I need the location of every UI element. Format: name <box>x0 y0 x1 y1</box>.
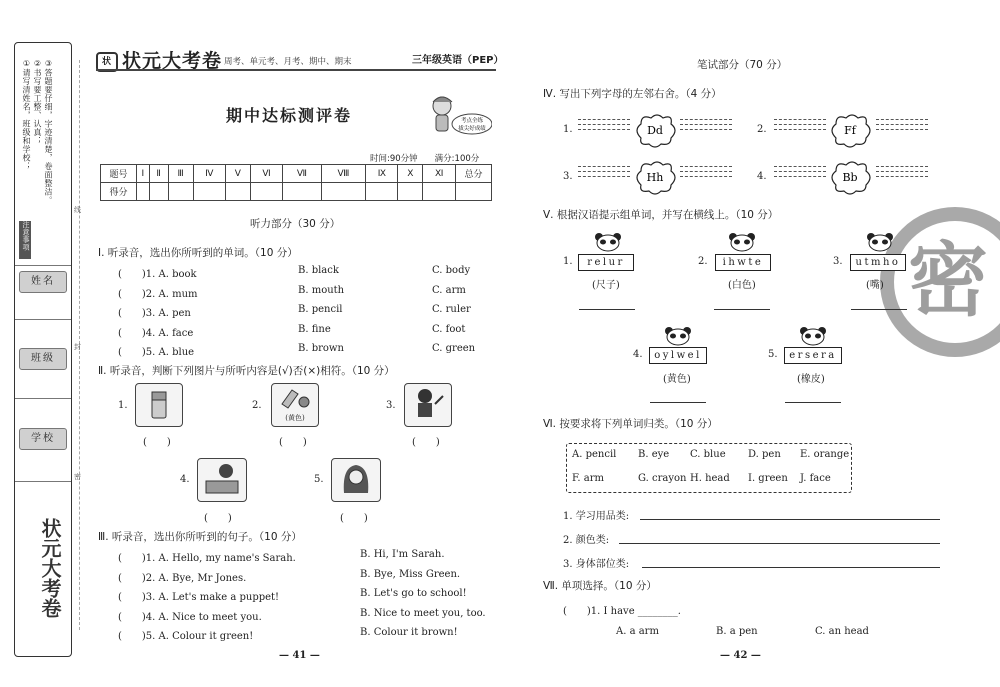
answer-lines <box>774 166 826 181</box>
scrambled-word: oylwel <box>649 347 707 364</box>
s1-q2-c: C. arm <box>432 285 466 296</box>
s1-q4-c: C. foot <box>432 324 466 335</box>
panda-icon <box>664 326 692 346</box>
time-info: 时间:90分钟 满分:100分 <box>370 154 480 164</box>
header-rule <box>96 69 496 71</box>
s5-hint-2: (白色) <box>728 280 756 291</box>
answer-blank <box>579 309 635 310</box>
flower-icon <box>828 159 872 195</box>
answer-blank <box>650 402 706 403</box>
s4-num-4: 4. <box>757 171 767 182</box>
divider <box>15 398 71 399</box>
word-bank-item: C. blue <box>690 449 726 460</box>
cut-char: 封 <box>74 343 81 351</box>
category-2-label: 2. 颜色类: <box>563 535 610 546</box>
s5-hint-5: (橡皮) <box>797 374 825 385</box>
mascot-icon <box>428 94 492 138</box>
s5-num-5: 5. <box>768 349 778 360</box>
s4-num-2: 2. <box>757 124 767 135</box>
s1-q4-b: B. fine <box>298 324 331 335</box>
s3-q1-b: B. Hi, I'm Sarah. <box>360 549 445 560</box>
word-bank-item: B. eye <box>638 449 670 460</box>
student-picture-icon <box>197 458 247 502</box>
written-heading: 笔试部分（70 分） <box>697 59 788 71</box>
s2-answer-5: ( ) <box>340 513 368 524</box>
school-label: 学校 <box>19 428 67 450</box>
notes-tag: 注意事项 <box>19 221 31 259</box>
panda-icon <box>594 232 622 252</box>
s5-hint-4: (黄色) <box>663 374 691 385</box>
s3-q2: ( )2. A. Bye, Mr Jones. <box>118 573 247 584</box>
name-label: 姓名 <box>19 271 67 293</box>
word-bank-item: J. face <box>800 473 831 484</box>
s3-q4: ( )4. A. Nice to meet you. <box>118 612 262 623</box>
scrambled-word: ersera <box>784 347 842 364</box>
divider <box>15 481 71 482</box>
s4-num-1: 1. <box>563 124 573 135</box>
word-bank-item: A. pencil <box>572 449 617 460</box>
notes-item-1: ①请写清姓名，班级和学校； <box>22 59 31 171</box>
answer-blank <box>785 402 841 403</box>
scrambled-word: utmho <box>850 254 906 271</box>
cut-char: 线 <box>74 206 81 214</box>
s1-q1-c: C. body <box>432 265 471 276</box>
svg-text:考点全练: 考点全练 <box>460 118 484 124</box>
header-logo: 状 状元大考卷 <box>96 46 222 73</box>
s2-answer-3: ( ) <box>412 437 440 448</box>
word-bank-item: H. head <box>690 473 730 484</box>
word-bank-item: D. pen <box>748 449 781 460</box>
s7-q1-c: C. an head <box>815 626 869 637</box>
panda-icon <box>799 326 827 346</box>
section-3-title: Ⅲ. 听录音，选出你所听到的句子。（10 分） <box>98 531 302 543</box>
category-1-label: 1. 学习用品类: <box>563 511 630 522</box>
girl-picture-icon <box>331 458 381 502</box>
panda-icon <box>728 232 756 252</box>
binding-sidebar <box>14 42 72 657</box>
answer-lines <box>578 166 630 181</box>
s5-num-3: 3. <box>833 256 843 267</box>
category-3-line <box>642 567 940 568</box>
section-4-title: Ⅳ. 写出下列字母的左邻右舍。（4 分） <box>543 88 722 100</box>
s5-hint-3: (嘴) <box>866 280 884 291</box>
s5-num-1: 1. <box>563 256 573 267</box>
svg-text:Dd: Dd <box>647 124 663 137</box>
s2-num-1: 1. <box>118 400 128 411</box>
pic2-caption: (黄色) <box>285 414 305 422</box>
s4-num-3: 3. <box>563 171 573 182</box>
s2-num-4: 4. <box>180 474 190 485</box>
s3-q4-b: B. Nice to meet you, too. <box>360 608 486 619</box>
svg-text:Hh: Hh <box>646 171 664 184</box>
s7-q1-a: A. a arm <box>616 626 659 637</box>
s2-num-3: 3. <box>386 400 396 411</box>
s3-q3: ( )3. A. Let's make a puppet! <box>118 592 280 603</box>
s1-q3-c: C. ruler <box>432 304 471 315</box>
s3-q5-b: B. Colour it brown! <box>360 627 458 638</box>
s5-num-2: 2. <box>698 256 708 267</box>
answer-blank <box>714 309 770 310</box>
scrambled-word: ihwte <box>715 254 771 271</box>
score-row-headers: 题号 Ⅰ Ⅱ Ⅲ Ⅳ Ⅴ Ⅵ Ⅶ Ⅷ Ⅸ Ⅹ Ⅺ 总分 <box>101 165 492 183</box>
notes-item-2: ②书写要工整、认真； <box>33 59 42 145</box>
s3-q2-b: B. Bye, Miss Green. <box>360 569 461 580</box>
flower-icon <box>828 112 872 148</box>
s1-q4: ( )4. A. face <box>118 328 194 339</box>
s3-q5: ( )5. A. Colour it green! <box>118 631 254 642</box>
sidebar-logo: 状元大考卷 <box>38 518 62 618</box>
section-7-title: Ⅶ. 单项选择。（10 分） <box>543 580 657 592</box>
cut-char: 密 <box>74 473 81 481</box>
svg-text:拔尖好成绩: 拔尖好成绩 <box>458 126 486 132</box>
answer-blank <box>851 309 907 310</box>
word-bank-item: E. orange <box>800 449 850 460</box>
header-grade: 三年级英语（PEP） <box>412 55 504 66</box>
s1-q5: ( )5. A. blue <box>118 347 195 358</box>
s1-q2: ( )2. A. mum <box>118 289 198 300</box>
divider <box>15 319 71 320</box>
page-number-right: — 42 — <box>720 650 761 661</box>
category-1-line <box>640 519 940 520</box>
answer-lines <box>876 166 928 181</box>
s1-q1-b: B. black <box>298 265 339 276</box>
header-subtitle: 周考、单元考、月考、期中、期末 <box>224 57 352 67</box>
s7-q1: ( )1. I have ________. <box>563 606 681 617</box>
s3-q1: ( )1. A. Hello, my name's Sarah. <box>118 553 296 564</box>
answer-lines <box>680 119 732 134</box>
answer-lines <box>774 119 826 134</box>
eraser-picture-icon <box>135 383 183 427</box>
secret-stamp: 密 <box>908 234 988 327</box>
boy-drawing-picture-icon <box>404 383 452 427</box>
s5-hint-1: (尺子) <box>592 280 620 291</box>
category-2-line <box>619 543 940 544</box>
answer-lines <box>680 166 732 181</box>
section-5-title: Ⅴ. 根据汉语提示组单词，并写在横线上。（10 分） <box>543 209 779 221</box>
word-bank-item: F. arm <box>572 473 604 484</box>
section-6-title: Ⅵ. 按要求将下列单词归类。（10 分） <box>543 418 718 430</box>
word-bank-item: G. crayon <box>638 473 687 484</box>
score-row-values: 得分 <box>101 183 492 201</box>
class-label: 班级 <box>19 348 67 370</box>
s2-num-5: 5. <box>314 474 324 485</box>
s1-q1: ( )1. A. book <box>118 269 197 280</box>
flower-icon <box>633 159 677 195</box>
s1-q2-b: B. mouth <box>298 285 345 296</box>
s1-q5-b: B. brown <box>298 343 344 354</box>
s3-q3-b: B. Let's go to school! <box>360 588 467 599</box>
page-number-left: — 41 — <box>279 650 320 661</box>
score-table <box>100 164 492 201</box>
s1-q3: ( )3. A. pen <box>118 308 191 319</box>
s7-q1-b: B. a pen <box>716 626 758 637</box>
s1-q3-b: B. pencil <box>298 304 343 315</box>
answer-lines <box>578 119 630 134</box>
s2-answer-2: ( ) <box>279 437 307 448</box>
section-1-title: Ⅰ. 听录音，选出你所听到的单词。（10 分） <box>98 247 298 259</box>
logo-badge-icon: 状 <box>96 52 118 72</box>
scrambled-word: relur <box>578 254 634 271</box>
word-bank-item: I. green <box>748 473 788 484</box>
s2-num-2: 2. <box>252 400 262 411</box>
s2-answer-4: ( ) <box>204 513 232 524</box>
s5-num-4: 4. <box>633 349 643 360</box>
exam-title: 期中达标测评卷 <box>226 106 353 125</box>
s2-answer-1: ( ) <box>143 437 171 448</box>
s1-q5-c: C. green <box>432 343 476 354</box>
flower-icon <box>633 112 677 148</box>
answer-lines <box>876 119 928 134</box>
svg-text:Bb: Bb <box>842 171 858 184</box>
divider <box>15 265 71 266</box>
category-3-label: 3. 身体部位类: <box>563 559 630 570</box>
section-2-title: Ⅱ. 听录音，判断下列图片与所听内容是(√)否(×)相符。（10 分） <box>98 365 395 377</box>
svg-text:Ff: Ff <box>844 124 856 137</box>
paint-picture-icon <box>271 383 319 427</box>
listening-heading: 听力部分（30 分） <box>250 218 341 230</box>
panda-icon <box>866 232 894 252</box>
notes-item-3: ③答题要仔细，字迹清楚，卷面整洁。 <box>44 59 53 205</box>
